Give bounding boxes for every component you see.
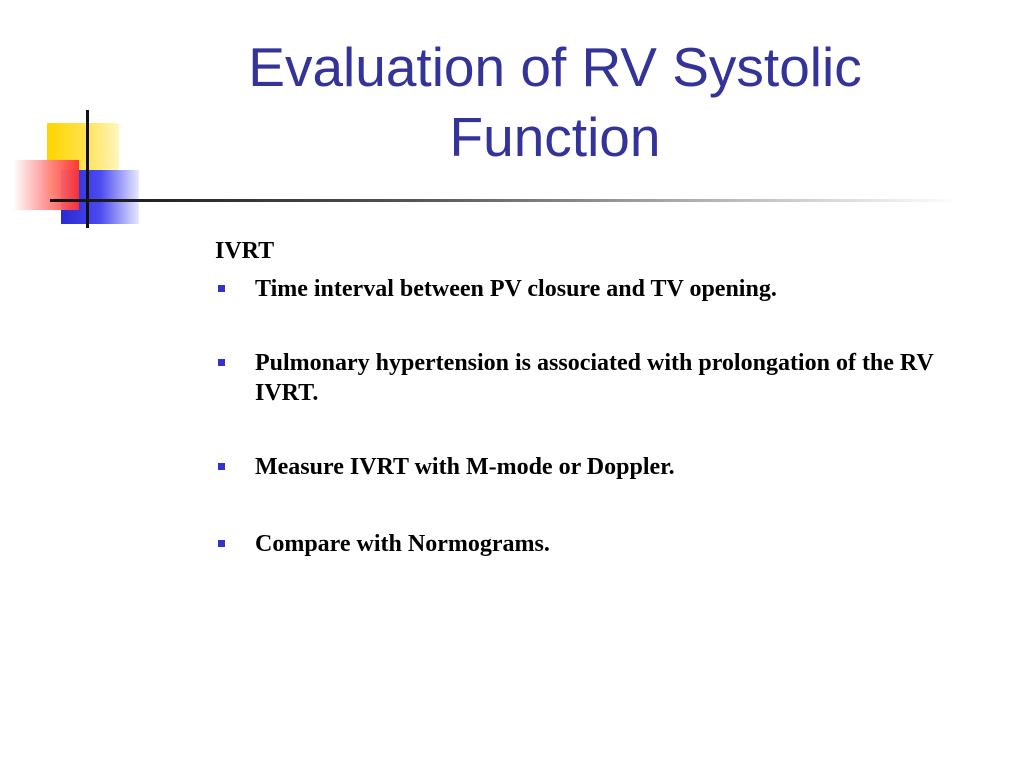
bullet-item <box>215 274 975 304</box>
section-heading: IVRT <box>215 238 275 264</box>
slide-title: Evaluation of RV Systolic Function <box>248 36 862 168</box>
square-bullet-icon <box>218 285 225 292</box>
square-bullet-icon <box>218 463 225 470</box>
bullet-text: Compare with Normograms. <box>255 531 550 557</box>
bullet-item <box>215 452 975 482</box>
square-bullet-icon <box>218 540 225 547</box>
slide-body <box>215 237 975 559</box>
title-underline <box>50 199 960 202</box>
bullet-item <box>215 529 975 559</box>
bullet-text: Pulmonary hypertension is associated with prolongation of the RV IVRT. <box>255 350 934 406</box>
vertical-divider-line <box>86 110 89 228</box>
red-square-shape <box>13 160 79 210</box>
bullet-text: Measure IVRT with M-mode or Doppler. <box>255 454 675 480</box>
bullet-list <box>215 274 975 559</box>
bullet-item <box>215 348 975 408</box>
bullet-text: Time interval between PV closure and TV opening. <box>255 276 777 302</box>
square-bullet-icon <box>218 359 225 366</box>
